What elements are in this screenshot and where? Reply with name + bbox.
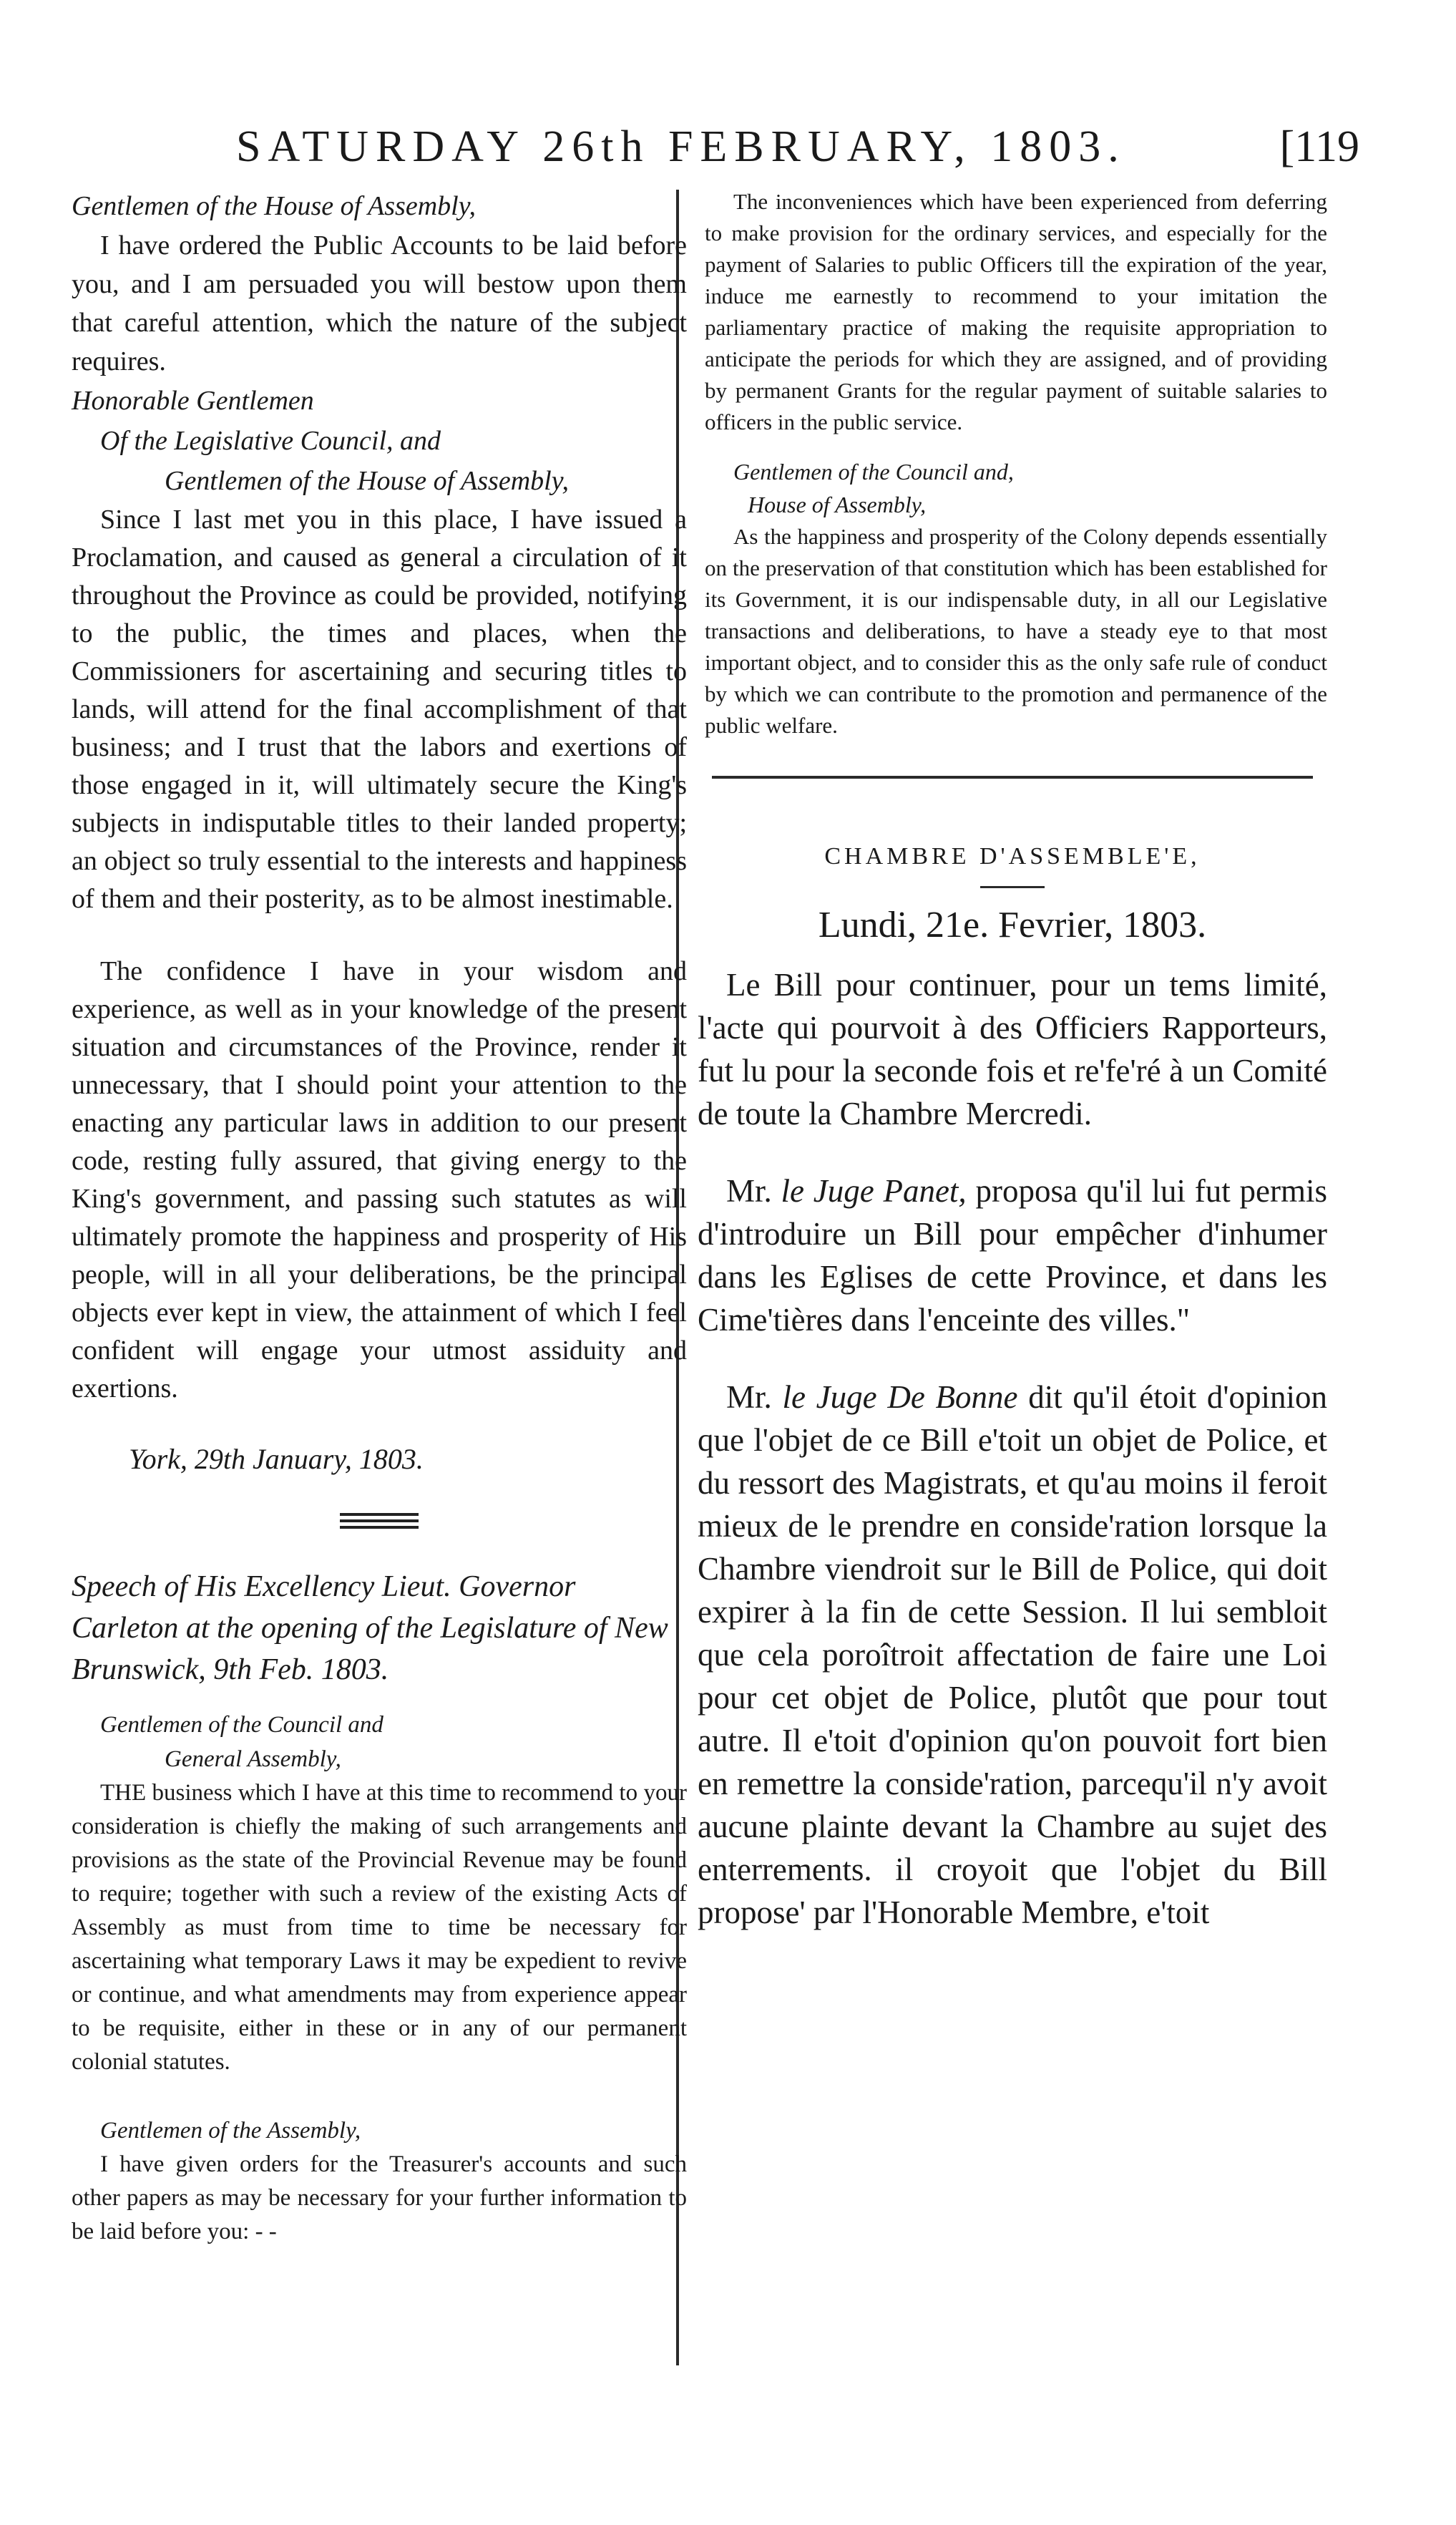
york-dateline: York, 29th January, 1803.	[129, 1443, 424, 1475]
left-column	[72, 186, 687, 2249]
honorable-heading: Honorable Gentlemen	[72, 386, 314, 416]
nb-council-heading: Gentlemen of the Council and	[100, 1712, 383, 1738]
bill-paragraph: Le Bill pour continuer, pour un tems limité, l'acte qui pourvoit à des Officiers Rapporteurs, fut lu pour la seconde fois et re'fe'ré à un Comité de toute la Chambre Mercredi.	[698, 967, 1327, 1132]
happiness-paragraph: As the happiness and prosperity of the Colony depends essentially on the preservation of that constitution which has been established for its Government, it is our indispensable duty, in all our Legislative transactions and deliberations, to have a steady eye to that most important object, and to consider this as the only safe rule of conduct by which we can contribute to the promotion and permanence of the public welfare.	[705, 524, 1327, 738]
council-heading: Of the Legislative Council, and	[100, 426, 441, 456]
confidence-paragraph: The confidence I have in your wisdom and experience, as well as in your knowledge of the present situation and circumstances of the Province, render it unnecessary, that I should point your attention to the enacting any particular laws in addition to our present code, resting fully assured, that giving energy to the King's government, and passing such statutes as will ultimately promote the happiness and prosperity of His people, will in all your deliberations, be the principal objects ever kept in view, the attainment of which I feel confident will engage your utmost assiduity and exertions.	[72, 956, 687, 1403]
inconveniences-paragraph: The inconveniences which have been experienced from deferring to make provision for the ordinary services, and especially for the payment of Salaries to public Officers till the expiration of the year, induce me earnestly to recommend to your imitation the parliamentary practice of making the requisite appropriation to anticipate the periods for which they are assigned, and of providing by permanent Grants for the regular payment of suitable salaries to officers in the public service.	[705, 189, 1327, 434]
assembly-heading: Gentlemen of the House of Assembly,	[72, 191, 476, 221]
proclamation-paragraph: Since I last met you in this place, I have issued a Proclamation, and caused as general a circulation of it throughout the Province as could be provided, notifying to the public, the times and places, when the Commissioners for ascertaining and securing titles to lands, will attend for the final accomplishment of that business; and I trust that the labors and exertions of those engaged in it, will ultimately secure the King's subjects in indisputable titles to their landed property; an object so truly essential to the interests and happiness of them and their posterity, as to be almost inestimable.	[72, 505, 687, 914]
bonne-name: le Juge De Bonne	[782, 1379, 1018, 1415]
panet-paragraph	[698, 1169, 1327, 1341]
nb-council-heading-2: General Assembly,	[165, 1746, 341, 1772]
right-column	[698, 186, 1327, 1934]
bonne-text: dit qu'il étoit d'opinion que l'objet de ce Bill e'toit un objet de Police, et du ressort des Magistrats, et qu'au moins il feroit mieux de le prendre en conside'ration lorsque la Chambre viendroit sur le Bill de Police, qui doit expirer à la fin de cette Session. Il lui sembloit que cela poroîtroit affectation de faire une Loi pour cet objet de Police, plutôt que pour tout autre. Il e'toit d'opinion qu'on pouvoit fort bien en remettre la conside'ration, parcequ'il n'y avoit aucune plainte devant la Chambre au sujet des enterrements. il croyoit que l'objet du Bill propose' par l'Honorable Membre, e'toit	[698, 1379, 1328, 1930]
panet-text: proposa qu'il lui fut permis d'introduire un Bill pour empêcher d'inhumer dans les Eglises de cette Province, et dans les Cime'tières dans l'enceinte des villes."	[698, 1173, 1328, 1338]
panet-prefix: Mr.	[726, 1173, 772, 1209]
page-number: [119	[1279, 122, 1359, 171]
accounts-paragraph: I have ordered the Public Accounts to be laid before you, and I am persuaded you will bestow upon them that careful attention, which the nature of the subject requires.	[72, 230, 687, 376]
council-house-heading-2: House of Assembly,	[748, 492, 927, 517]
chamber-heading: CHAMBRE D'ASSEMBLE'E,	[824, 843, 1201, 870]
council-heading-2: Gentlemen of the House of Assembly,	[165, 466, 569, 496]
business-paragraph: THE business which I have at this time to recommend to your consideration is chiefly the making of such arrangements and provisions as the state of the Provincial Revenue may be found to require; together with such a review of the existing Acts of Assembly as must from time to time be necessary for ascertaining what temporary Laws it may be expedient to revive or continue, and what amendments may from experience appear to be requisite, either in these or in any of our permanent colonial statutes.	[72, 1780, 687, 2075]
treasurer-paragraph: I have given orders for the Treasurer's accounts and such other papers as may be necessary for your further information to be laid before you: - -	[72, 2151, 687, 2244]
page-header	[236, 122, 1359, 186]
bonne-prefix: Mr.	[726, 1379, 772, 1415]
french-dateline: Lundi, 21e. Fevrier, 1803.	[818, 905, 1207, 945]
speech-heading: Speech of His Excellency Lieut. Governor Carleton at the opening of the Legislature of New Brunswick, 9th Feb. 1803.	[72, 1570, 668, 1686]
chamber-short-rule	[980, 886, 1045, 888]
header-date-title: SATURDAY 26th FEBRUARY, 1803.	[236, 122, 1126, 171]
council-house-heading: Gentlemen of the Council and,	[733, 459, 1014, 485]
nb-assembly-heading: Gentlemen of the Assembly,	[100, 2118, 361, 2144]
panet-name: le Juge Panet,	[781, 1173, 967, 1209]
ornament-rule-icon	[340, 1510, 419, 1532]
bonne-paragraph	[698, 1376, 1327, 1934]
